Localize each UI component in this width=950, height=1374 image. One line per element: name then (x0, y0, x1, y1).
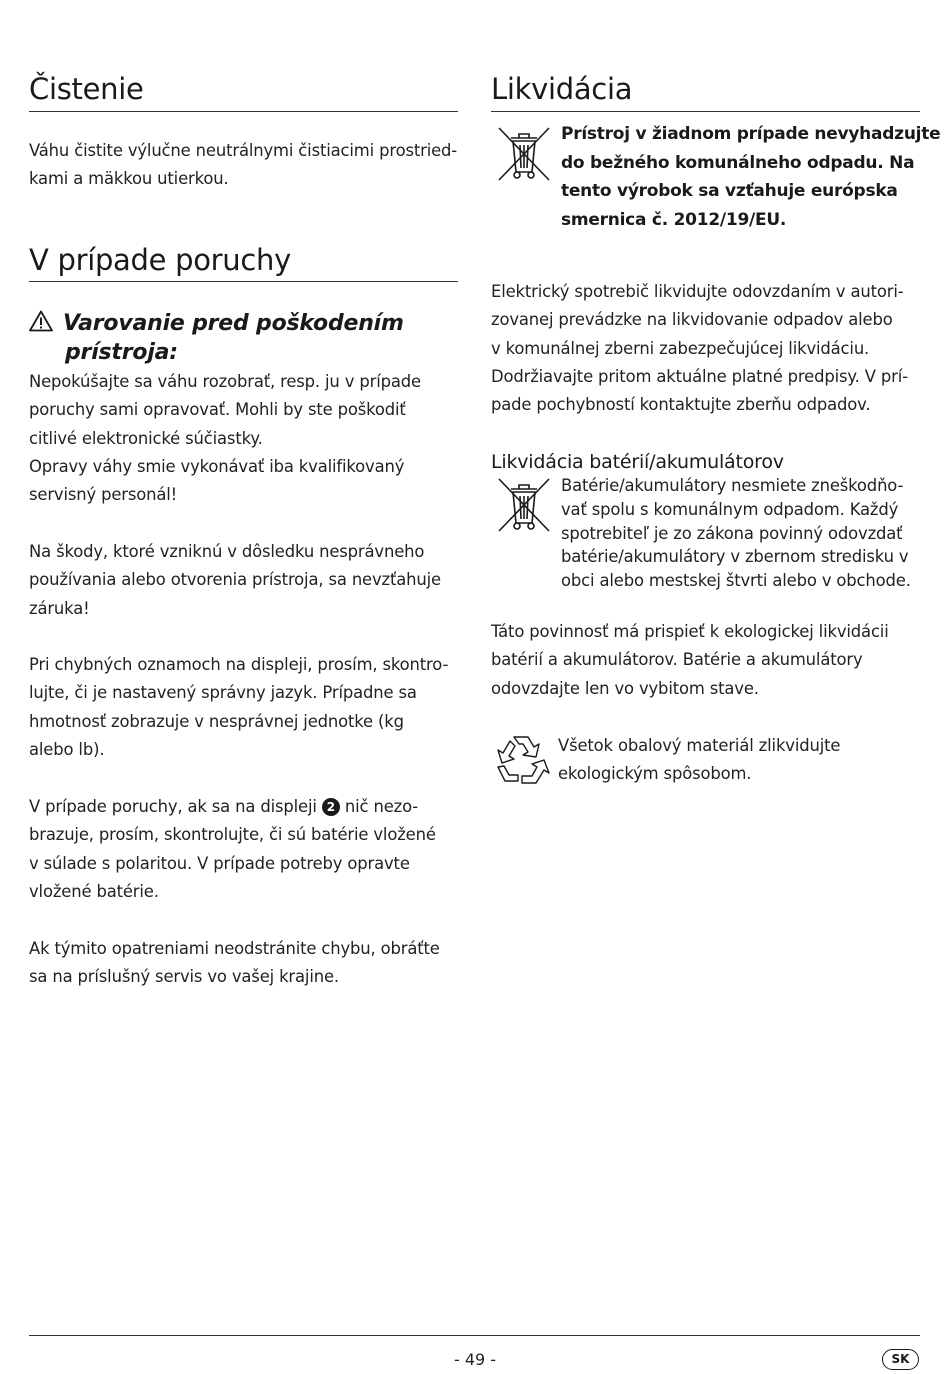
crossed-out-bin-icon (497, 126, 551, 182)
fault-title: V prípade poruchy (29, 243, 291, 277)
fault-para-5: Ak týmito opatreniami neodstránite chybu, obráťte sa na príslušný servis vo vašej krajine. (29, 939, 440, 987)
fault-title-rule (29, 281, 458, 282)
cleaning-title-rule (29, 111, 458, 112)
fault-para-3: Pri chybných oznamoch na displeji, prosím, skontro- lujte, či je nastavený správny jazyk. Prípadne sa hmotnosť zobrazuje v nesprávnej jednotke (kg alebo lb). (29, 655, 449, 759)
fault-para-2: Na škody, ktoré vzniknú v dôsledku nesprávneho používania alebo otvorenia prístroja, sa nevzťahuje záruka! (29, 542, 441, 618)
cleaning-text: Váhu čistite výlučne neutrálnymi čistiacimi prostried- kami a mäkkou utierkou. (29, 141, 458, 189)
disposal-title-rule (491, 111, 920, 112)
disposal-para-2: Táto povinnosť má prispieť k ekologickej likvidácii batérií a akumulátorov. Batérie a akumulátory odovzdajte len vo vybitom stave. (491, 622, 889, 698)
packaging-text: Všetok obalový materiál zlikvidujte ekologickým spôsobom. (558, 736, 841, 784)
disposal-title: Likvidácia (491, 72, 633, 106)
battery-bin-icon (497, 477, 551, 533)
fault-para-1: Nepokúšajte sa váhu rozobrať, resp. ju v prípade poruchy sami opravovať. Mohli by ste poškodiť citlivé elektronické súčiastky. Opravy váhy smie vykonávať iba kvalifikovaný servisný personál! (29, 372, 421, 505)
warning-heading-line2: prístroja: (65, 340, 178, 365)
footer-rule (29, 1335, 920, 1336)
cleaning-title: Čistenie (29, 72, 144, 106)
display-ref-badge: 2 (322, 798, 340, 816)
warning-heading-line1: Varovanie pred poškodením (63, 311, 404, 336)
disposal-para-1: Elektrický spotrebič likvidujte odovzdaním v autori- zovanej prevádzke na likvidovanie odpadov alebo v komunálnej zberni zabezpečujúcej likvidáciu. Dodržiavajte pritom aktuálne platné predpisy. V prí- pade pochybností kontaktujte zberňu odpadov. (491, 282, 908, 415)
recycle-icon (492, 733, 550, 787)
battery-heading: Likvidácia batérií/akumulátorov (491, 451, 784, 473)
language-badge: SK (882, 1349, 919, 1370)
disposal-bold-notice: Prístroj v žiadnom prípade nevyhadzujte do bežného komunálneho odpadu. Na tento výrobok sa vzťahuje európska smernica č. 2012/19/EU. (561, 124, 941, 230)
fault-para-4: V prípade poruchy, ak sa na displeji 2 nič nezo- brazuje, prosím, skontrolujte, či sú batérie vložené v súlade s polaritou. V prípade potreby opravte vložené batérie. (29, 797, 436, 901)
warning-triangle-icon (29, 310, 53, 332)
page-number: - 49 - (453, 1350, 497, 1369)
battery-text: Batérie/akumulátory nesmiete zneškodňo- vať spolu s komunálnym odpadom. Každý spotrebiteľ je zo zákona povinný odovzdať batérie/akumulátory v zbernom stredisku v obci alebo mestskej štvrti alebo v obchode. (561, 476, 911, 591)
warning-heading (29, 309, 404, 367)
